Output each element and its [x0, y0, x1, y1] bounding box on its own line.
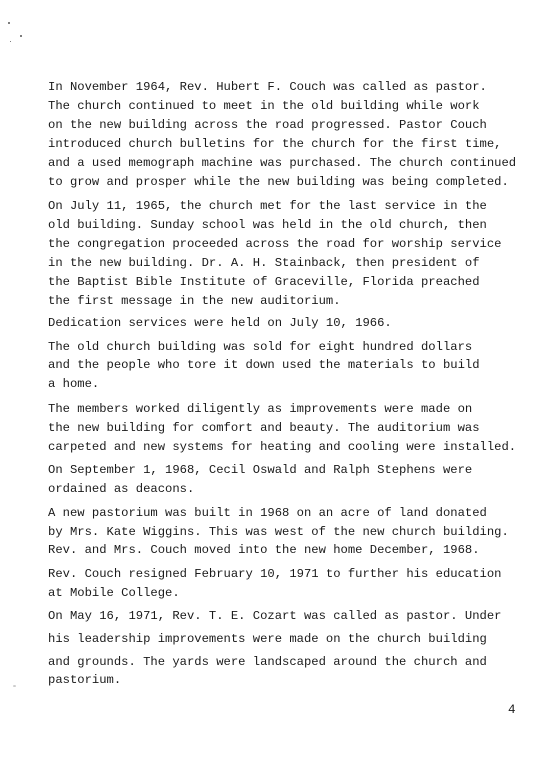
text-line: old building. Sunday school was held in the old church, then	[48, 218, 487, 232]
text-line: On July 11, 1965, the church met for the last service in the	[48, 199, 487, 213]
text-line: In November 1964, Rev. Hubert F. Couch was called as pastor.	[48, 80, 487, 94]
scan-speck	[8, 22, 10, 24]
text-line: Rev. and Mrs. Couch moved into the new home December, 1968.	[48, 543, 480, 557]
page-number: 4	[508, 703, 516, 717]
scan-speck	[13, 685, 16, 687]
text-line: The old church building was sold for eight hundred dollars	[48, 340, 473, 354]
text-line: The members worked diligently as improvements were made on	[48, 402, 473, 416]
text-line: The church continued to meet in the old building while work	[48, 99, 480, 113]
text-line: On May 16, 1971, Rev. T. E. Cozart was called as pastor. Under	[48, 609, 502, 623]
text-line: carpeted and new systems for heating and cooling were installed.	[48, 440, 517, 454]
scan-speck	[10, 41, 11, 42]
text-line: On September 1, 1968, Cecil Oswald and Ralph Stephens were	[48, 463, 473, 477]
text-line: A new pastorium was built in 1968 on an acre of land donated	[48, 506, 487, 520]
text-line: at Mobile College.	[48, 586, 180, 600]
text-line: by Mrs. Kate Wiggins. This was west of the new church building.	[48, 525, 509, 539]
text-line: to grow and prosper while the new building was being completed.	[48, 175, 509, 189]
text-line: the new building for comfort and beauty. The auditorium was	[48, 421, 480, 435]
text-line: introduced church bulletins for the church for the first time,	[48, 137, 502, 151]
text-line: and grounds. The yards were landscaped around the church and	[48, 655, 487, 669]
text-line: and a used memograph machine was purchased. The church continued	[48, 156, 517, 170]
text-line: the first message in the new auditorium.	[48, 294, 341, 308]
text-line: his leadership improvements were made on the church building	[48, 632, 487, 646]
text-line: Dedication services were held on July 10, 1966.	[48, 316, 392, 330]
text-line: on the new building across the road progressed. Pastor Couch	[48, 118, 487, 132]
text-line: Rev. Couch resigned February 10, 1971 to further his education	[48, 567, 502, 581]
text-line: and the people who tore it down used the materials to build	[48, 358, 480, 372]
text-line: ordained as deacons.	[48, 482, 195, 496]
scan-speck	[20, 35, 22, 37]
text-line: a home.	[48, 377, 100, 391]
text-line: pastorium.	[48, 673, 122, 687]
text-line: the congregation proceeded across the road for worship service	[48, 237, 502, 251]
text-line: in the new building. Dr. A. H. Stainback, then president of	[48, 256, 480, 270]
text-line: the Baptist Bible Institute of Graceville, Florida preached	[48, 275, 480, 289]
